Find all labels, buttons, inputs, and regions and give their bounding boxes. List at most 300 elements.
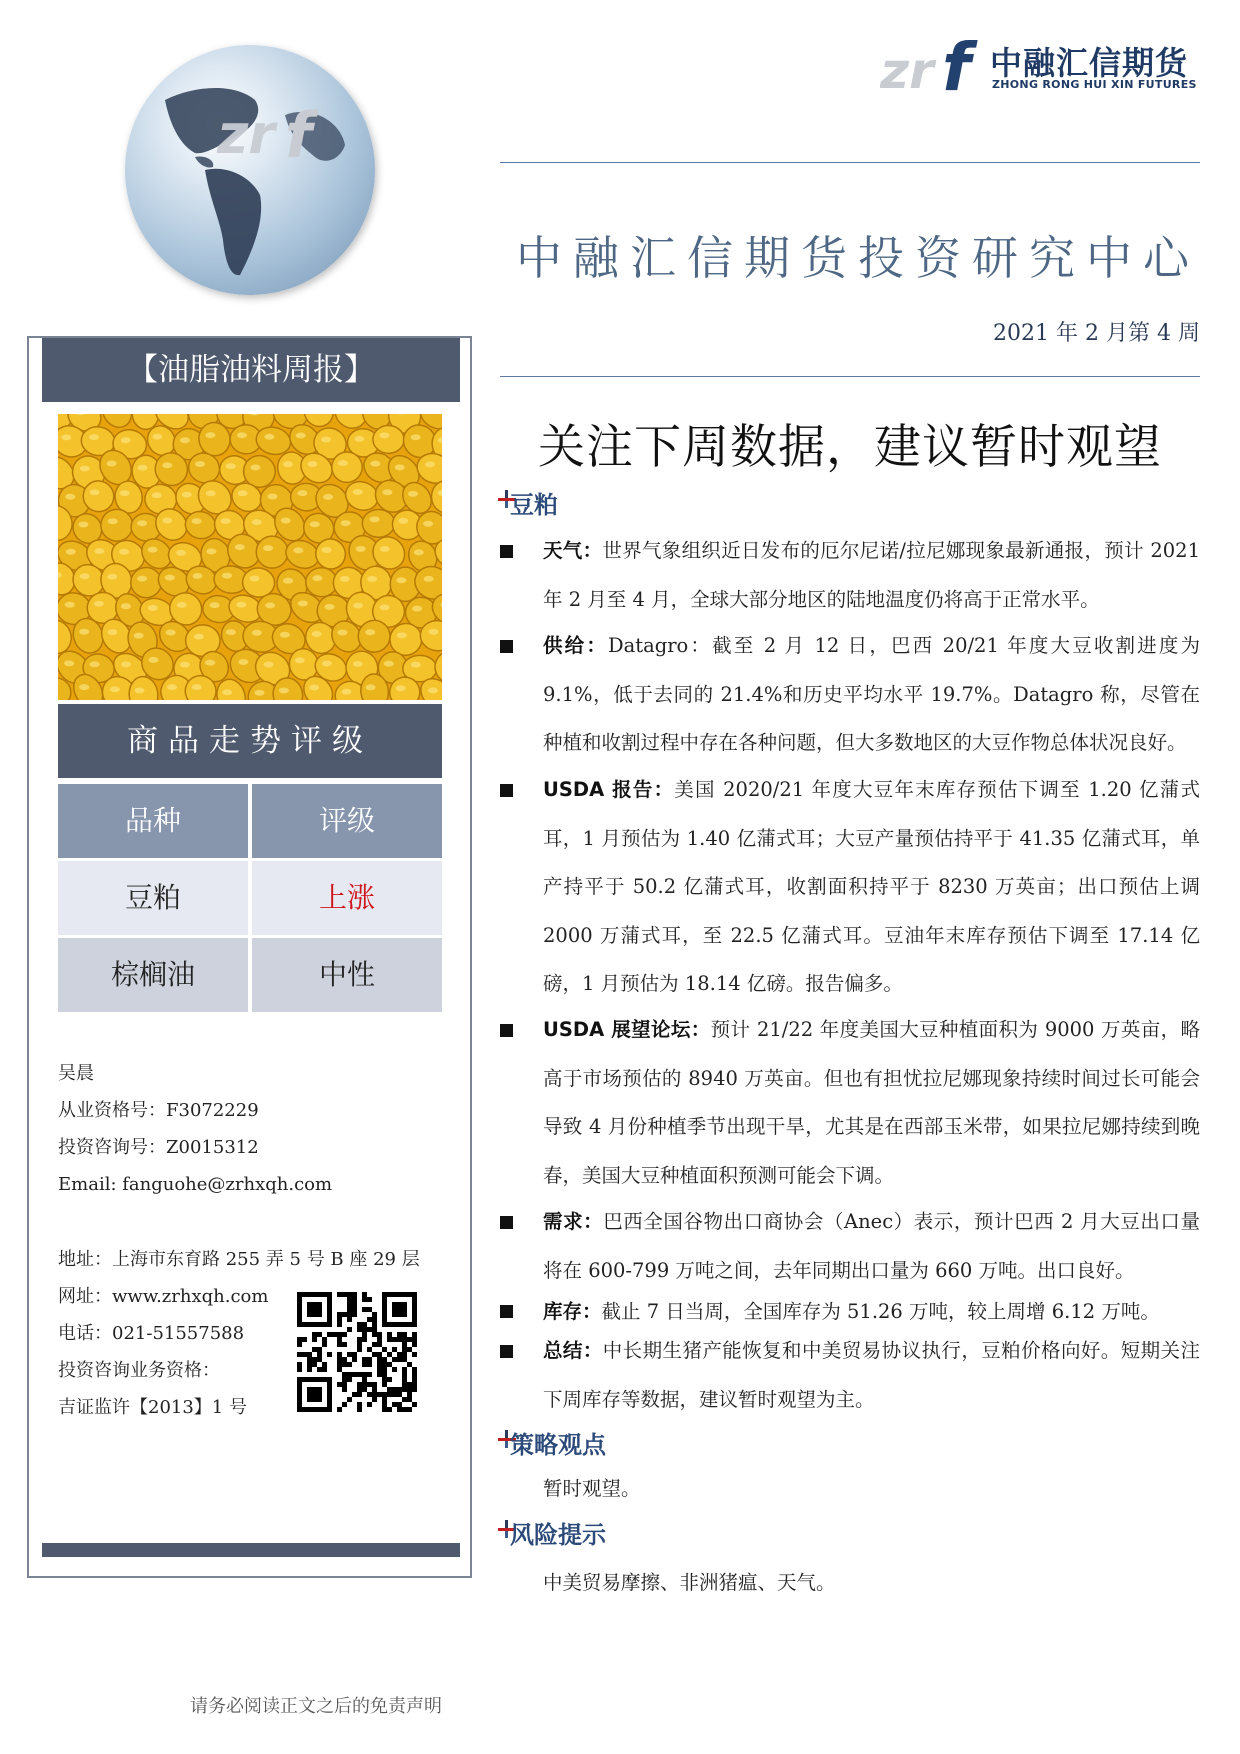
qr-module (407, 1337, 412, 1342)
soybean-highlight (396, 685, 406, 691)
qr-finder (307, 1387, 322, 1402)
soybean-highlight (238, 659, 248, 665)
qr-module (377, 1392, 382, 1397)
qr-module (377, 1337, 382, 1342)
soybean-highlight (396, 577, 406, 583)
license-number: 吉证监许【2013】1 号 (58, 1397, 247, 1418)
soybean-highlight (296, 433, 306, 439)
qr-module (312, 1357, 317, 1362)
soybean-highlight (180, 662, 190, 668)
qr-module (402, 1397, 407, 1402)
soybean-highlight (312, 575, 322, 581)
soybean-highlight (340, 576, 350, 582)
qr-module (352, 1307, 357, 1312)
qr-module (387, 1352, 392, 1357)
qr-module (367, 1347, 372, 1352)
analyst-name: 吴晨 (58, 1063, 94, 1084)
qr-module (362, 1387, 367, 1392)
qr-module (312, 1332, 317, 1337)
qr-module (382, 1382, 387, 1387)
table-header-variety: 品种 (58, 784, 248, 858)
qr-module (377, 1342, 382, 1347)
qr-module (412, 1387, 417, 1392)
qr-module (347, 1317, 352, 1322)
qr-module (377, 1372, 382, 1377)
soybean-highlight (192, 518, 202, 524)
company-website[interactable]: 网址：www.zrhxqh.com (58, 1286, 269, 1307)
soybean-highlight (238, 490, 248, 496)
soybean-highlight (425, 461, 435, 467)
soybean-highlight (398, 518, 408, 524)
table-cell-variety: 豆粕 (58, 861, 248, 935)
qr-module (362, 1297, 367, 1302)
soybean-highlight (162, 518, 172, 524)
qr-module (397, 1402, 402, 1407)
soybean-highlight (279, 687, 289, 693)
soybean-highlight (237, 432, 247, 438)
qr-module (337, 1322, 342, 1327)
qr-module (392, 1347, 397, 1352)
soybean-highlight (235, 544, 245, 550)
soybean-highlight (341, 520, 351, 526)
qr-module (407, 1392, 412, 1397)
soybean-highlight (408, 491, 418, 497)
qr-module (367, 1362, 372, 1367)
qr-module (362, 1307, 367, 1312)
table-cell-rating: 上涨 (252, 861, 442, 935)
soybean-highlight (80, 465, 90, 471)
qr-module (407, 1397, 412, 1402)
qr-module (297, 1337, 302, 1342)
qr-module (377, 1357, 382, 1362)
qr-module (347, 1362, 352, 1367)
soybean-highlight (152, 434, 162, 440)
soybean-highlight (264, 434, 274, 440)
qr-module (367, 1317, 372, 1322)
qr-module (372, 1397, 377, 1402)
qr-module (342, 1372, 347, 1377)
item-demand: 需求：巴西全国谷物出口商协会（Anec）表示，预计巴西 2 月大豆出口量将在 600-799 万吨之间，去年同期出口量为 660 万吨。出口良好。 (543, 1210, 1200, 1282)
soybean (130, 567, 161, 598)
soybean-highlight (119, 549, 129, 555)
soybean-highlight (182, 492, 192, 498)
soybean-highlight (78, 521, 88, 527)
company-address: 地址：上海市东育路 255 弄 5 号 B 座 29 层 (58, 1249, 420, 1270)
qr-module (407, 1407, 412, 1412)
soybean-highlight (107, 460, 117, 466)
qr-module (347, 1352, 352, 1357)
qr-module (367, 1327, 372, 1332)
qr-module (392, 1367, 397, 1372)
qr-module (387, 1407, 392, 1412)
item-usda-outlook: USDA 展望论坛：预计 21/22 年度美国大豆种植面积为 9000 万英亩，略高于市场预估的 8940 万英亩。但也有担忧拉尼娜现象持续时间过长可能会导致 4 月份种植季节出现干旱，尤其是在西部玉米带，如果拉尼娜持续到晚春，美国大豆种植面积预测可能会下调。 (543, 1018, 1200, 1187)
qr-module (412, 1337, 417, 1342)
soybean-highlight (265, 602, 275, 608)
qr-module (307, 1362, 312, 1367)
qr-module (367, 1307, 372, 1312)
qr-module (347, 1377, 352, 1382)
qr-module (352, 1297, 357, 1302)
qr-module (342, 1332, 347, 1337)
qr-module (337, 1352, 342, 1357)
soybean-highlight (428, 629, 438, 635)
qr-module (312, 1347, 317, 1352)
qr-module (392, 1357, 397, 1362)
qr-module (402, 1332, 407, 1337)
soybean-highlight (152, 492, 162, 498)
qr-module (407, 1362, 412, 1367)
soybean-highlight (310, 521, 320, 527)
qr-module (402, 1347, 407, 1352)
soybean-highlight (205, 660, 215, 666)
item-weather: 天气：世界气象组织近日发布的厄尔尼诺/拉尼娜现象最新通报，预计 2021 年 2 月至 4 月，全球大部分地区的陆地温度仍将高于正常水平。 (543, 539, 1200, 611)
soybean-highlight (121, 661, 131, 667)
qr-module (297, 1367, 302, 1372)
table-cell-variety: 棕榈油 (58, 938, 248, 1012)
qr-module (412, 1352, 417, 1357)
soybean-highlight (138, 465, 148, 471)
soybean-highlight (370, 516, 380, 522)
analyst-email[interactable]: Email: fanguohe@zrhxqh.com (58, 1174, 333, 1195)
qr-module (382, 1402, 387, 1407)
qr-module (317, 1332, 322, 1337)
soybean-highlight (353, 489, 363, 495)
soybean-highlight (411, 662, 421, 668)
qr-module (317, 1367, 322, 1372)
qr-module (402, 1337, 407, 1342)
soybean-highlight (107, 574, 117, 580)
soybean-highlight (162, 462, 172, 468)
header-divider-bottom (500, 376, 1200, 377)
qr-module (297, 1362, 302, 1367)
qr-module (347, 1397, 352, 1402)
qr-module (402, 1382, 407, 1387)
soybean-highlight (309, 685, 319, 691)
qr-module (362, 1327, 367, 1332)
soybean-highlight (180, 437, 190, 443)
soybean-highlight (380, 604, 390, 610)
analyst-qualification: 从业资格号：F3072229 (58, 1100, 259, 1121)
qr-module (337, 1312, 342, 1317)
qr-module (392, 1402, 397, 1407)
sidebar-footer-bar (42, 1543, 460, 1557)
soybean-highlight (205, 432, 215, 438)
brand-name-en: ZHONG RONG HUI XIN FUTURES (992, 78, 1197, 91)
bullet-icon (500, 1216, 513, 1229)
qr-module (402, 1407, 407, 1412)
soybean-highlight (322, 661, 332, 667)
soybean-highlight (89, 434, 99, 440)
qr-module (387, 1332, 392, 1337)
soybean-highlight (255, 690, 265, 696)
risk-text: 中美贸易摩擦、非洲猪瘟、天气。 (543, 1571, 836, 1594)
qr-module (357, 1387, 362, 1392)
qr-module (322, 1342, 327, 1347)
soybean-highlight (121, 437, 131, 443)
soybean-highlight (206, 490, 216, 496)
qr-module (322, 1337, 327, 1342)
qr-module (312, 1337, 317, 1342)
qr-module (352, 1392, 357, 1397)
soybean-highlight (295, 657, 305, 663)
qr-module (352, 1302, 357, 1307)
soybean-highlight (226, 463, 236, 469)
soybean-highlight (283, 461, 293, 467)
soybean-highlight (424, 576, 434, 582)
brand-name-cn: 中融汇信期货 (990, 44, 1189, 82)
qr-module (317, 1357, 322, 1362)
qr-module (352, 1372, 357, 1377)
soybean-highlight (321, 437, 331, 443)
svg-text:f: f (942, 29, 971, 98)
soybean-highlight (192, 684, 202, 690)
bullet-icon (500, 1305, 513, 1318)
qr-module (347, 1372, 352, 1377)
soybean-highlight (428, 687, 438, 693)
soybean-highlight (312, 631, 322, 637)
qr-module (342, 1382, 347, 1387)
qr-module (342, 1312, 347, 1317)
qr-module (362, 1337, 367, 1342)
soybean-highlight (65, 494, 75, 500)
soybean-highlight (148, 547, 158, 553)
soybean-highlight (90, 661, 100, 667)
soybean-highlight (370, 461, 380, 467)
soybean-highlight (195, 461, 205, 467)
report-type-banner: 【油脂油料周报】 (42, 338, 460, 402)
qr-module (342, 1377, 347, 1382)
disclaimer-note: 请务必阅读正文之后的免责声明 (190, 1696, 442, 1717)
soybean-highlight (395, 464, 405, 470)
soybean-highlight (263, 545, 273, 551)
qr-module (357, 1347, 362, 1352)
qr-module (372, 1387, 377, 1392)
section-title-risk: 风险提示 (510, 1521, 606, 1549)
soybean-highlight (120, 490, 130, 496)
qr-module (412, 1402, 417, 1407)
qr-module (337, 1337, 342, 1342)
soybean-highlight (412, 606, 422, 612)
soybean-highlight (222, 689, 232, 695)
section-title-soymeal: 豆粕 (510, 491, 558, 519)
item-inventory: 库存：截止 7 日当周，全国库存为 51.26 万吨，较上周增 6.12 万吨。 (543, 1300, 1160, 1323)
qr-module (377, 1352, 382, 1357)
qr-module (397, 1337, 402, 1342)
qr-module (367, 1382, 372, 1387)
qr-module (377, 1332, 382, 1337)
soybean-highlight (268, 494, 278, 500)
soybean-highlight (194, 634, 204, 640)
soybean-highlight (110, 686, 120, 692)
soybean-highlight (166, 630, 176, 636)
item-usda-report: USDA 报告：美国 2020/21 年度大豆年末库存预估下调至 1.20 亿蒲式耳，1 月预估为 1.40 亿蒲式耳；大豆产量预估持平于 41.35 亿蒲式耳，单产持平于 50.2 亿蒲式耳，收割面积持平于 8230 万英亩；出口预估上调 2000 万蒲式耳，至 22.5 亿蒲式耳。豆油年末库存预估下调至 17.14 亿磅，1 月预估为 18.14 亿磅。报告偏多。 (543, 778, 1200, 995)
qr-module (342, 1357, 347, 1362)
qr-module (382, 1407, 387, 1412)
soybean-highlight (176, 550, 186, 556)
qr-module (362, 1377, 367, 1382)
qr-module (397, 1392, 402, 1397)
qr-module (402, 1357, 407, 1362)
qr-module (407, 1387, 412, 1392)
soybean-highlight (167, 684, 177, 690)
qr-module (322, 1362, 327, 1367)
soybean-highlight (353, 602, 363, 608)
analyst-consult-number: 投资咨询号：Z0015312 (58, 1137, 259, 1158)
item-summary: 总结：中长期生猪产能恢复和中美贸易协议执行，豆粕价格向好。短期关注下周库存等数据，建议暂时观望为主。 (543, 1339, 1200, 1411)
qr-module (342, 1342, 347, 1347)
qr-module (382, 1392, 387, 1397)
soybean-highlight (79, 684, 89, 690)
qr-module (407, 1347, 412, 1352)
qr-module (397, 1407, 402, 1412)
soybean-highlight (380, 546, 390, 552)
qr-module (352, 1312, 357, 1317)
soybean-highlight (61, 434, 71, 440)
qr-module (337, 1332, 342, 1337)
soybean-highlight (80, 573, 90, 579)
svg-text:zr: zr (880, 42, 934, 98)
soybean-highlight (107, 629, 117, 635)
qr-module (362, 1292, 367, 1297)
soybean-highlight (264, 662, 274, 668)
soybean-highlight (108, 518, 118, 524)
issue-date: 2021 年 2 月第 4 周 (993, 321, 1200, 346)
bullet-icon (500, 1345, 513, 1358)
qr-module (347, 1297, 352, 1302)
soybean-highlight (135, 688, 145, 694)
header-divider-top (500, 162, 1200, 163)
qr-module (372, 1342, 377, 1347)
qr-module (412, 1372, 417, 1377)
qr-module (402, 1342, 407, 1347)
qr-module (397, 1387, 402, 1392)
qr-module (382, 1397, 387, 1402)
soybean-highlight (137, 576, 147, 582)
qr-module (337, 1382, 342, 1387)
table-header-rating: 评级 (252, 784, 442, 858)
qr-module (297, 1352, 302, 1357)
qr-module (382, 1357, 387, 1362)
qr-module (357, 1322, 362, 1327)
qr-module (367, 1402, 372, 1407)
qr-module (387, 1362, 392, 1367)
soybean-highlight (121, 603, 131, 609)
qr-module (362, 1357, 367, 1362)
qr-module (357, 1382, 362, 1387)
soybean-photo (58, 414, 442, 700)
soybean-highlight (221, 518, 231, 524)
soybean-highlight (382, 489, 392, 495)
qr-module (387, 1392, 392, 1397)
qr-module (342, 1292, 347, 1297)
soybean-highlight (252, 519, 262, 525)
qr-module (342, 1362, 347, 1367)
qr-module (397, 1357, 402, 1362)
soybean-highlight (250, 464, 260, 470)
soybean-highlight (94, 548, 104, 554)
qr-module (337, 1357, 342, 1362)
qr-module (352, 1352, 357, 1357)
soybean-highlight (165, 575, 175, 581)
soybean-highlight (308, 461, 318, 467)
soybean (430, 480, 442, 515)
qr-module (362, 1372, 367, 1377)
soybean-highlight (414, 549, 424, 555)
qr-module (352, 1292, 357, 1297)
qr-module (372, 1327, 377, 1332)
qr-module (357, 1392, 362, 1397)
qr-module (307, 1352, 312, 1357)
qr-module (307, 1357, 312, 1362)
soybean-highlight (367, 576, 377, 582)
qr-module (332, 1332, 337, 1337)
soybean-highlight (323, 494, 333, 500)
qr-module (372, 1322, 377, 1327)
qr-module (347, 1312, 352, 1317)
qr-module (402, 1387, 407, 1392)
soybean-highlight (134, 633, 144, 639)
soybean-highlight (324, 604, 334, 610)
soybean-highlight (384, 661, 394, 667)
soybean-highlight (252, 630, 262, 636)
qr-module (362, 1362, 367, 1367)
qr-module (342, 1387, 347, 1392)
research-center-title: 中融汇信期货投资研究中心 (516, 231, 1200, 285)
qr-module (372, 1352, 377, 1357)
qr-module (387, 1337, 392, 1342)
qr-module (367, 1392, 372, 1397)
table-cell-rating: 中性 (252, 938, 442, 1012)
soybean-highlight (137, 520, 147, 526)
globe-logo-image (125, 45, 375, 295)
qr-module (357, 1327, 362, 1332)
soybean-highlight (94, 601, 104, 607)
qr-module (357, 1402, 362, 1407)
soybean (256, 536, 288, 569)
qr-module (377, 1362, 382, 1367)
qr-module (367, 1357, 372, 1362)
qr-module (327, 1352, 332, 1357)
qr-module (337, 1342, 342, 1347)
qr-module (392, 1387, 397, 1392)
soybean-highlight (64, 660, 74, 666)
soybean-highlight (353, 661, 363, 667)
qr-module (402, 1352, 407, 1357)
qr-module (367, 1372, 372, 1377)
qr-module (327, 1332, 332, 1337)
qr-module (372, 1317, 377, 1322)
soybean-highlight (280, 632, 290, 638)
qr-module (372, 1382, 377, 1387)
soybean-highlight (354, 436, 364, 442)
soybean-highlight (148, 657, 158, 663)
soybean-highlight (283, 578, 293, 584)
qr-module (412, 1342, 417, 1347)
qr-module (362, 1322, 367, 1327)
bullet-icon (500, 545, 513, 558)
soybean-highlight (236, 602, 246, 608)
qr-module (372, 1312, 377, 1317)
qr-module (382, 1367, 387, 1372)
qr-module (357, 1407, 362, 1412)
qr-module (382, 1377, 387, 1382)
soybean-highlight (222, 573, 232, 579)
soybean-highlight (322, 547, 332, 553)
strategy-text: 暂时观望。 (543, 1477, 641, 1500)
qr-module (387, 1377, 392, 1382)
svg-text:zr: zr (217, 103, 276, 166)
qr-module (302, 1352, 307, 1357)
